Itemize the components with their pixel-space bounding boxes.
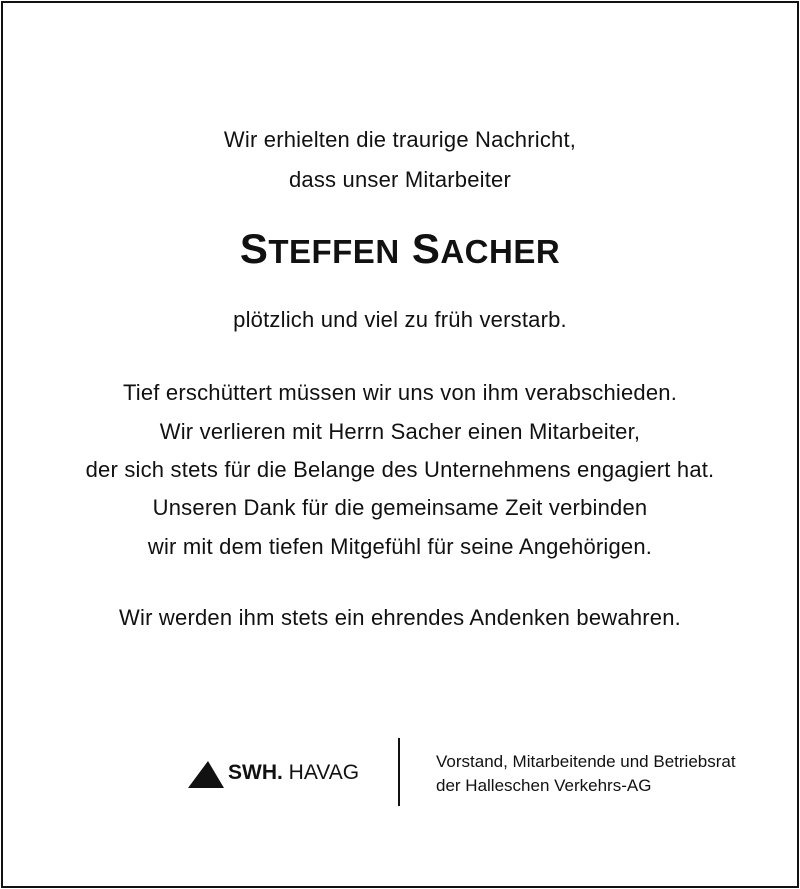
closing-line: Wir werden ihm stets ein ehrendes Andenken bewahren.: [119, 605, 681, 630]
name-first-rest: TEFFEN: [268, 233, 400, 270]
body-line-5: wir mit dem tiefen Mitgefühl für seine Angehörigen.: [147, 534, 653, 559]
sender-line-1: Vorstand, Mitarbeitende und Betriebsrat: [436, 752, 736, 771]
body-line-4: Unseren Dank für die gemeinsame Zeit verbinden: [152, 495, 648, 520]
body-line-1: Tief erschüttert müssen wir uns von ihm verabschieden.: [122, 380, 678, 405]
name-last-rest: ACHER: [440, 233, 561, 270]
footer-divider: [398, 738, 400, 806]
company-logo: [188, 756, 359, 790]
sender-block: [436, 750, 736, 798]
triangle-mountain-icon: [188, 758, 224, 788]
sender-line-2: der Halleschen Verkehrs-AG: [436, 776, 652, 795]
name-last-initial: S: [411, 225, 441, 272]
intro-line-1: Wir erhielten die traurige Nachricht,: [223, 127, 577, 152]
after-name-line: plötzlich und viel zu früh verstarb.: [233, 307, 567, 332]
logo-brand-bold: SWH.: [228, 761, 283, 784]
logo-text: [228, 758, 359, 788]
logo-brand-regular: HAVAG: [288, 761, 360, 784]
intro-line-2: dass unser Mitarbeiter: [288, 167, 512, 192]
body-line-2: Wir verlieren mit Herrn Sacher einen Mitarbeiter,: [159, 419, 641, 444]
name-first-initial: S: [239, 225, 269, 272]
body-line-3: der sich stets für die Belange des Unternehmens engagiert hat.: [85, 457, 715, 482]
deceased-name: [0, 224, 800, 277]
